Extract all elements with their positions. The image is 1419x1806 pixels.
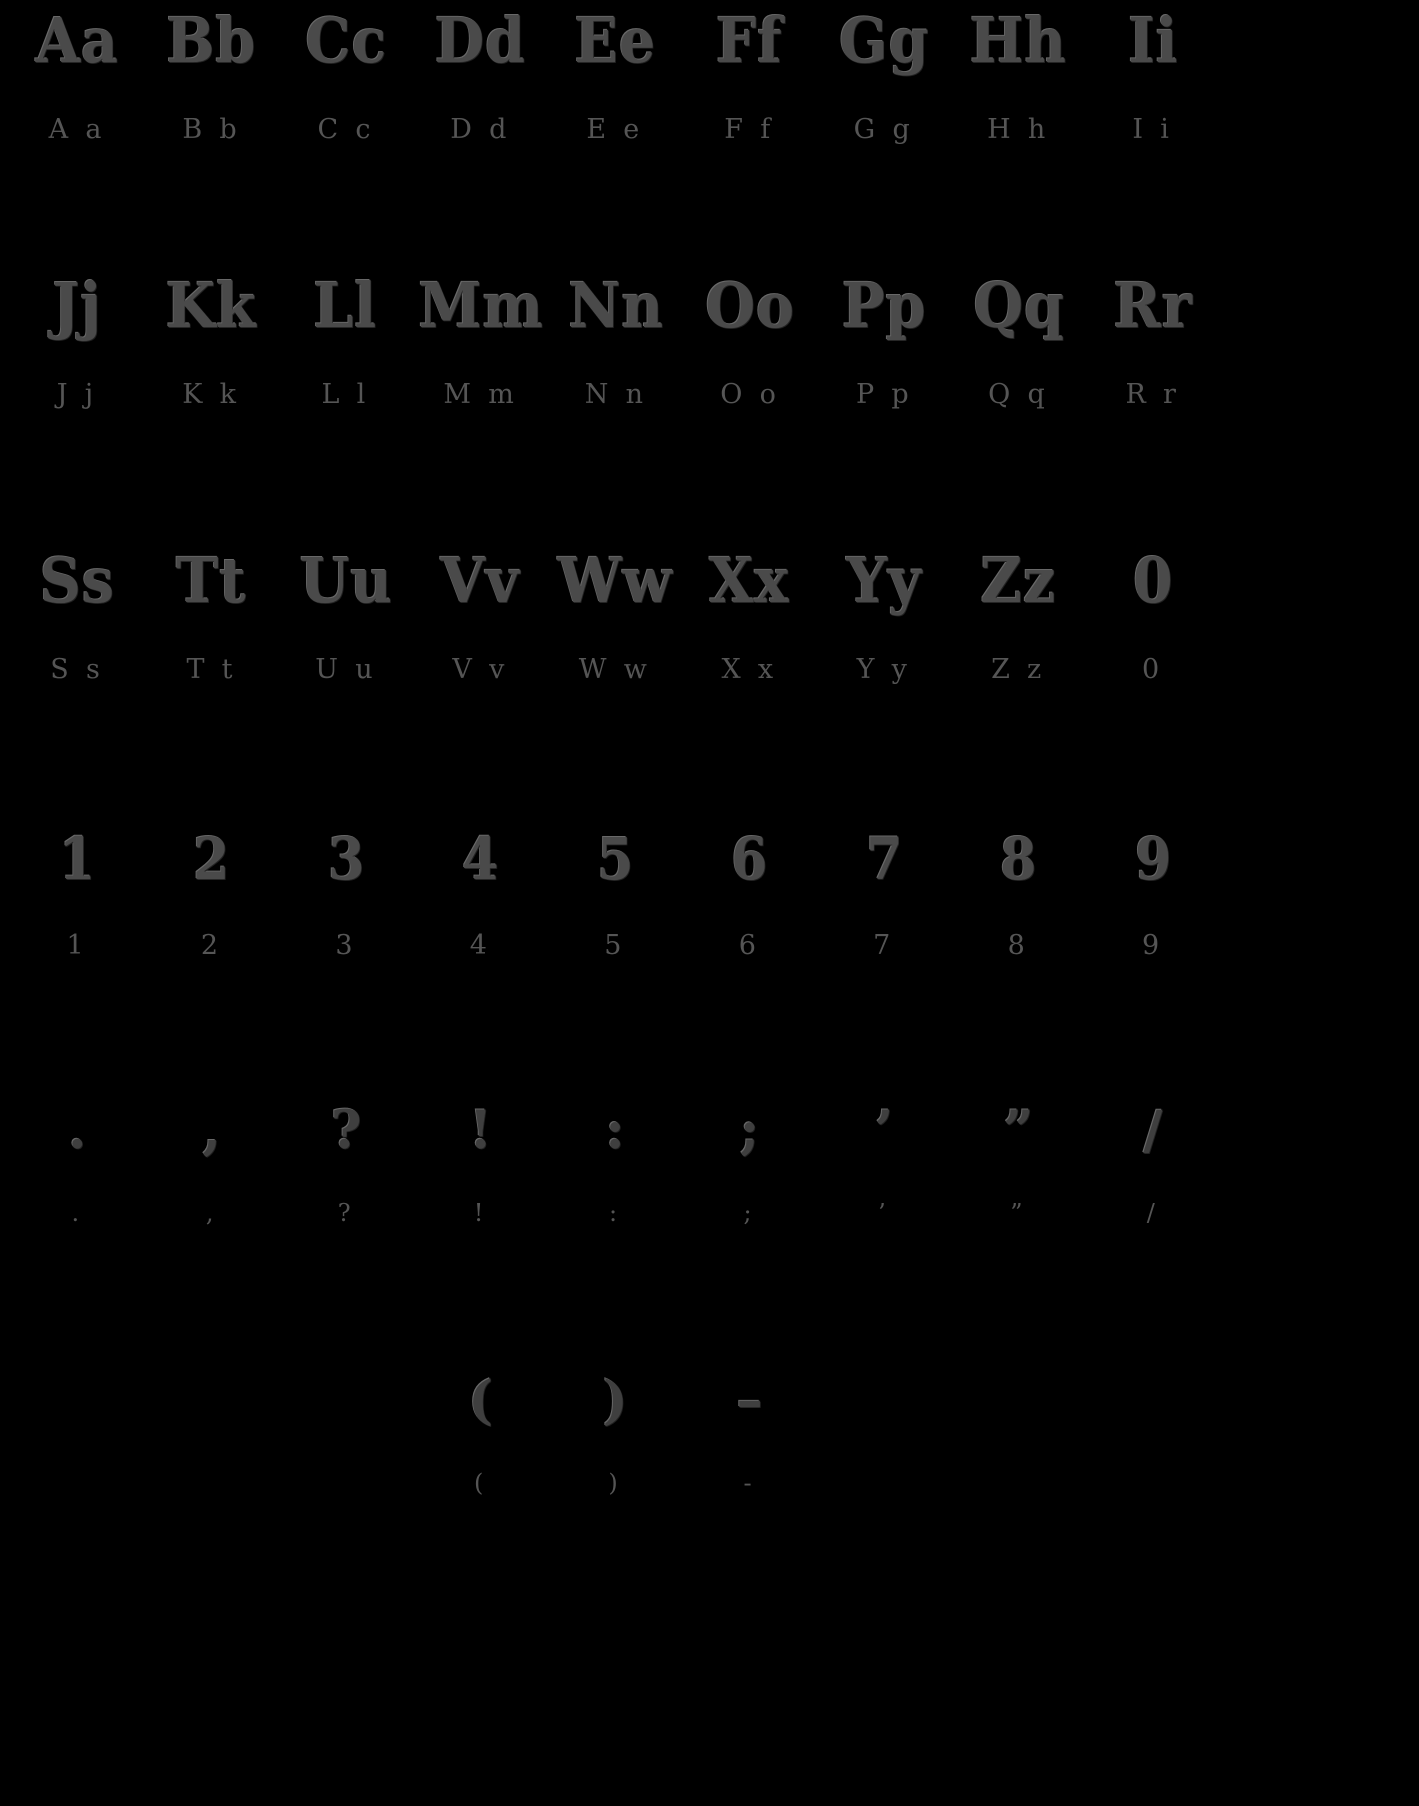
glyph-caption: ) [608, 1469, 622, 1497]
glyph-cell [1086, 825, 1220, 961]
glyph-caption: ’ [878, 1199, 890, 1227]
glyph-sample: ( [468, 1370, 493, 1431]
glyph-caption: ! [473, 1199, 488, 1227]
glyph-row-letters-a-i [10, 4, 1220, 145]
glyph-caption: V v [452, 654, 509, 685]
glyph-cell [279, 4, 413, 145]
glyph-caption: . [71, 1199, 83, 1227]
glyph-sample: Zz [980, 544, 1057, 617]
glyph-caption: R r [1125, 379, 1181, 410]
glyph-cell [279, 1100, 413, 1227]
glyph-sample: 7 [865, 825, 903, 893]
glyph-caption: : [609, 1199, 621, 1227]
glyph-cell [10, 269, 144, 410]
glyph-caption: 6 [738, 930, 761, 961]
glyph-caption: 7 [873, 930, 895, 961]
glyph-cell-empty [10, 1375, 144, 1497]
glyph-cell-empty [817, 1375, 951, 1497]
glyph-sample: Gg [838, 4, 930, 77]
glyph-sample: 1 [59, 825, 96, 893]
glyph-caption: D d [450, 114, 511, 145]
glyph-sample: Tt [176, 544, 247, 617]
glyph-caption: 0 [1142, 654, 1164, 685]
glyph-sample: Jj [52, 269, 102, 342]
glyph-sample: Rr [1113, 269, 1193, 342]
glyph-sample: . [68, 1100, 87, 1161]
glyph-cell [279, 825, 413, 961]
glyph-sample: 3 [327, 825, 365, 893]
glyph-caption: J j [56, 379, 98, 410]
glyph-cell [951, 4, 1085, 145]
glyph-caption: Y y [856, 654, 912, 685]
glyph-cell [951, 1100, 1085, 1227]
glyph-sample: ! [469, 1100, 492, 1161]
glyph-caption: O o [720, 379, 781, 410]
glyph-sample: Ff [715, 4, 783, 77]
glyph-cell [549, 269, 683, 410]
glyph-cell-empty [1086, 1375, 1220, 1497]
glyph-sample: Ii [1127, 4, 1178, 77]
glyph-sample: – [736, 1370, 763, 1431]
glyph-sample: 4 [462, 825, 499, 893]
glyph-caption: 2 [200, 930, 223, 961]
glyph-caption: - [743, 1469, 756, 1497]
glyph-cell [817, 1100, 951, 1227]
glyph-caption: K k [182, 379, 241, 410]
glyph-cell [413, 269, 549, 410]
glyph-cell [10, 1100, 144, 1227]
glyph-caption: M m [443, 379, 519, 410]
glyph-caption: L l [321, 379, 370, 410]
glyph-cell [10, 544, 144, 685]
glyph-sample: Pp [842, 269, 927, 342]
glyph-caption: 4 [469, 930, 492, 961]
glyph-row-letters-s-z-zero [10, 544, 1220, 685]
glyph-sample: Bb [166, 4, 257, 77]
glyph-cell [10, 4, 144, 145]
glyph-cell [144, 269, 278, 410]
glyph-cell [951, 544, 1085, 685]
glyph-cell [279, 544, 413, 685]
glyph-cell [682, 1100, 816, 1227]
glyph-cell [682, 825, 816, 961]
glyph-cell [817, 4, 951, 145]
glyph-caption: ? [337, 1199, 355, 1227]
glyph-caption: / [1146, 1199, 1159, 1227]
glyph-row-punctuation-1 [10, 1100, 1220, 1227]
glyph-caption: U u [315, 654, 377, 685]
glyph-sample: Kk [165, 269, 257, 342]
glyph-cell [1086, 269, 1220, 410]
glyph-cell [144, 4, 278, 145]
glyph-sample: 9 [1134, 825, 1171, 893]
glyph-sample: 8 [1000, 825, 1037, 893]
glyph-cell [682, 544, 816, 685]
glyph-sample: Nn [568, 269, 664, 342]
glyph-sample: 5 [596, 825, 634, 893]
glyph-caption: W w [578, 654, 652, 685]
glyph-caption: I i [1132, 114, 1174, 145]
glyph-sample: , [202, 1100, 221, 1161]
glyph-cell [278, 269, 412, 410]
glyph-sample: Oo [705, 269, 796, 342]
glyph-cell-empty [144, 1375, 278, 1497]
glyph-cell [413, 1100, 547, 1227]
glyph-caption: 5 [604, 930, 626, 961]
glyph-cell-empty [951, 1375, 1085, 1497]
glyph-cell [548, 4, 682, 145]
glyph-cell [1086, 544, 1220, 685]
glyph-cell [144, 1100, 278, 1227]
glyph-cell [548, 544, 682, 685]
glyph-cell [817, 269, 951, 410]
glyph-caption: ; [743, 1199, 756, 1227]
glyph-caption: T t [186, 654, 237, 685]
glyph-caption: P p [855, 379, 913, 410]
glyph-sample: ? [330, 1100, 362, 1161]
glyph-sample: / [1143, 1100, 1163, 1161]
glyph-caption: N n [584, 379, 648, 410]
glyph-cell [548, 1370, 682, 1497]
glyph-sample: Cc [305, 4, 388, 77]
glyph-cell [413, 4, 547, 145]
glyph-caption: 1 [66, 930, 88, 961]
glyph-caption: ” [1010, 1199, 1027, 1227]
glyph-cell [413, 825, 547, 961]
glyph-sample: ” [1003, 1100, 1034, 1161]
glyph-caption: H h [987, 114, 1050, 145]
glyph-caption: Z z [991, 654, 1046, 685]
glyph-sample: Ww [557, 544, 673, 617]
glyph-row-digits [10, 825, 1220, 961]
glyph-sample: Qq [972, 269, 1065, 342]
glyph-cell [682, 4, 816, 145]
glyph-caption: X x [721, 654, 778, 685]
glyph-sample: Ll [313, 269, 378, 342]
glyph-sample: Yy [846, 544, 922, 617]
glyph-sample: Aa [35, 4, 119, 77]
glyph-caption: ( [473, 1469, 488, 1497]
glyph-caption: , [205, 1199, 218, 1227]
glyph-sample: ; [739, 1100, 760, 1161]
glyph-cell [951, 825, 1085, 961]
glyph-sample: 6 [731, 825, 768, 893]
glyph-cell [1086, 1100, 1220, 1227]
glyph-cell [952, 269, 1086, 410]
glyph-cell-empty [279, 1375, 413, 1497]
glyph-sample: : [605, 1100, 625, 1161]
glyph-sample: Xx [709, 544, 790, 617]
glyph-cell [1086, 4, 1220, 145]
glyph-caption: 3 [335, 930, 357, 961]
glyph-row-punctuation-2 [10, 1370, 1220, 1497]
glyph-cell [817, 544, 951, 685]
glyph-caption: C c [317, 114, 375, 145]
glyph-row-letters-j-r [10, 269, 1220, 410]
glyph-cell [144, 544, 278, 685]
glyph-caption: S s [50, 654, 105, 685]
glyph-cell [10, 825, 144, 961]
glyph-sample: Ee [574, 4, 656, 77]
glyph-cell [144, 825, 278, 961]
glyph-sample: Dd [434, 4, 527, 77]
glyph-caption: Q q [988, 379, 1050, 410]
glyph-caption: G g [853, 114, 915, 145]
glyph-sample: ) [602, 1370, 628, 1431]
glyph-sample: ’ [874, 1100, 893, 1161]
glyph-caption: E e [586, 114, 644, 145]
glyph-cell [683, 269, 817, 410]
glyph-sample: 2 [193, 825, 230, 893]
glyph-cell [817, 825, 951, 961]
glyph-caption: 9 [1142, 930, 1164, 961]
glyph-cell [548, 825, 682, 961]
glyph-caption: 8 [1007, 930, 1030, 961]
glyph-sample: Hh [969, 4, 1067, 77]
glyph-sample: Uu [299, 544, 393, 617]
glyph-sample: 0 [1132, 544, 1174, 617]
glyph-sample: Ss [39, 544, 115, 617]
glyph-cell [413, 1370, 547, 1497]
glyph-sample: Vv [440, 544, 521, 617]
glyph-sample: Mm [418, 269, 544, 342]
glyph-cell [548, 1100, 682, 1227]
glyph-cell [413, 544, 547, 685]
glyph-caption: A a [48, 114, 106, 145]
glyph-caption: F f [724, 114, 775, 145]
glyph-cell [682, 1370, 816, 1497]
glyph-caption: B b [182, 114, 241, 145]
